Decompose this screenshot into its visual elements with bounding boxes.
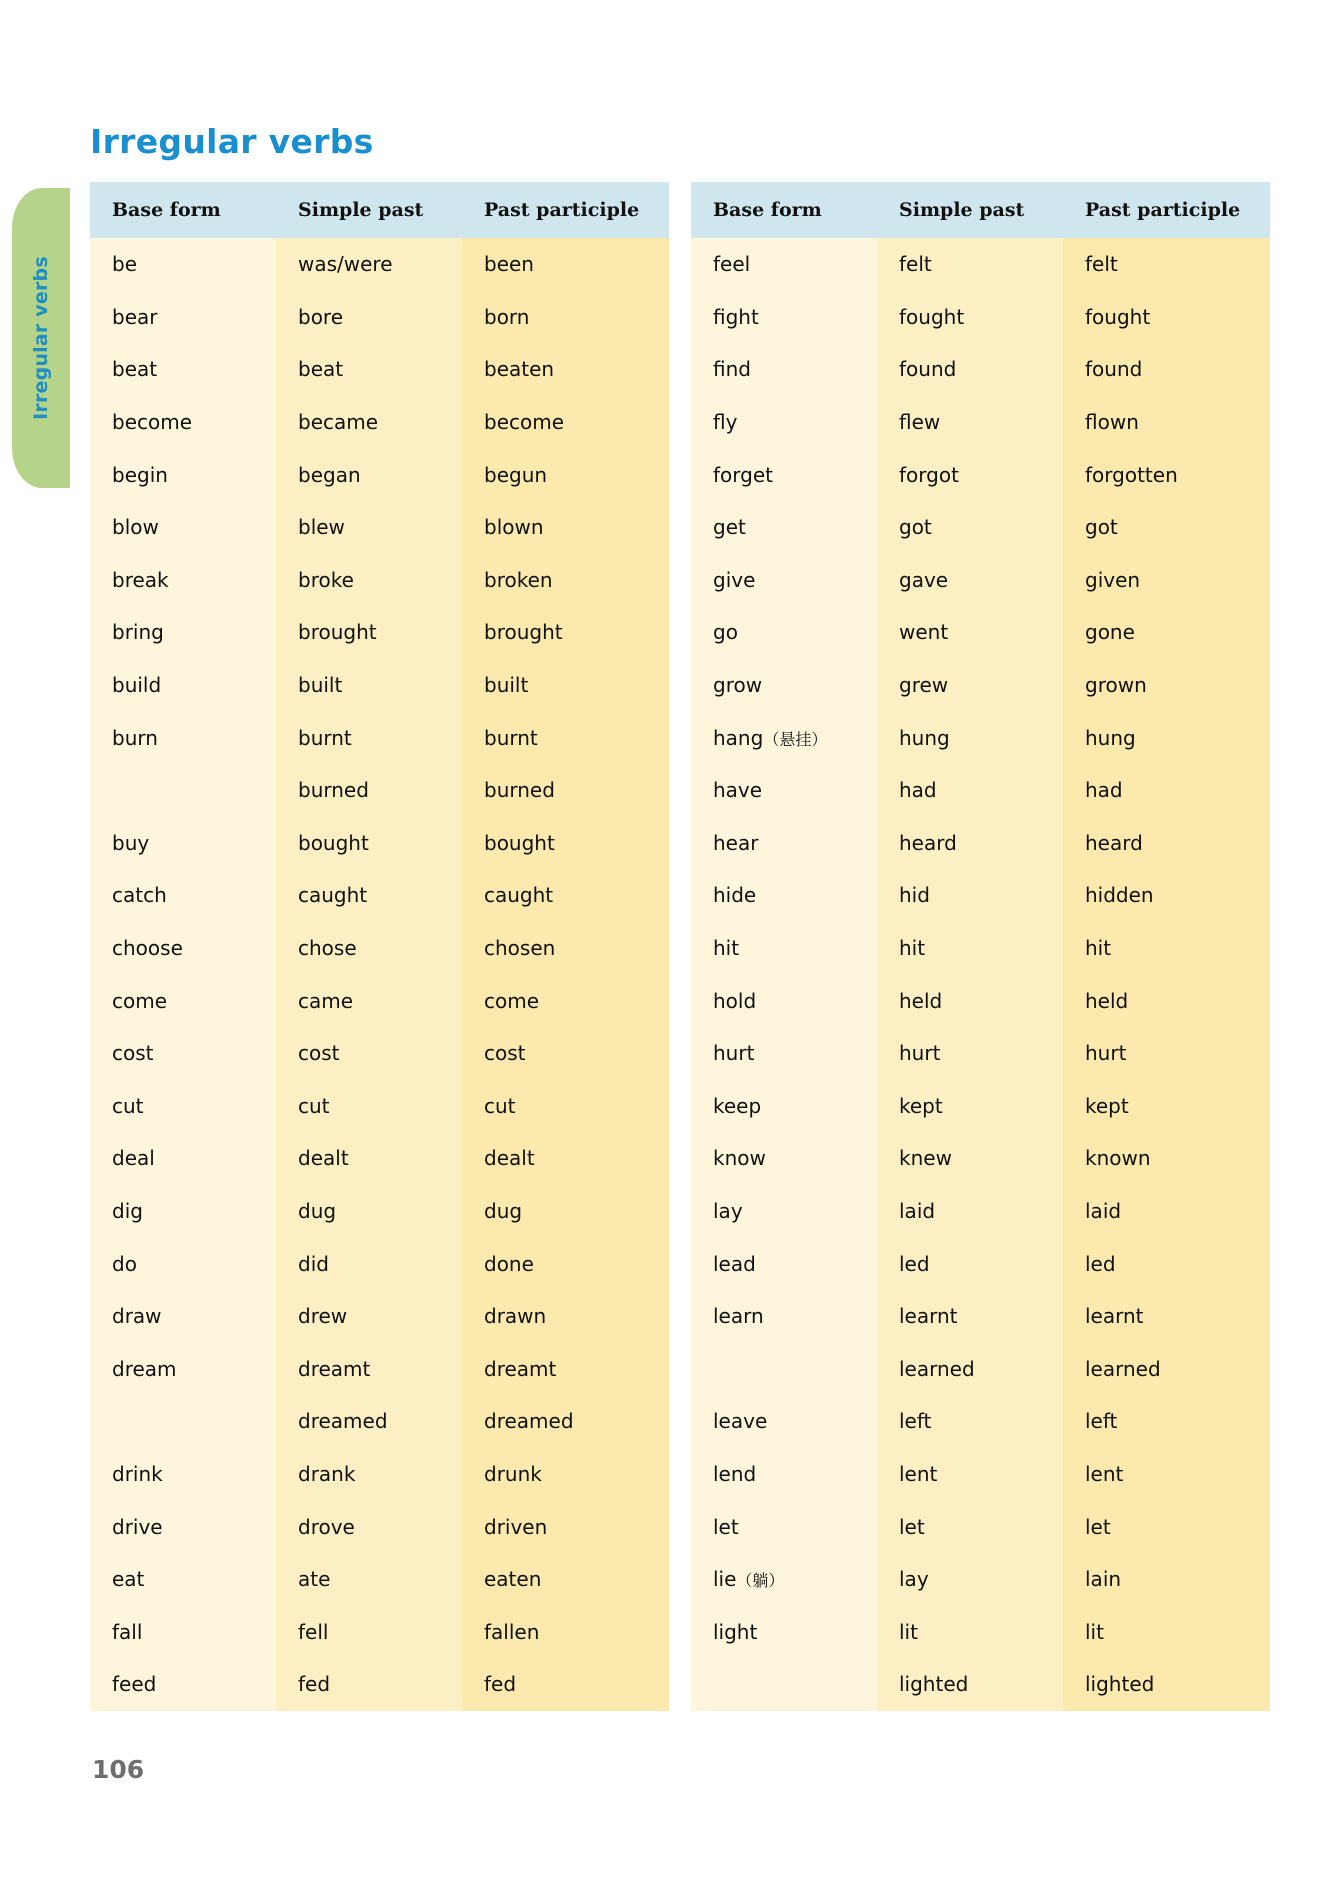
verb-past-participle: born bbox=[462, 291, 669, 344]
verb-past-participle: fed bbox=[462, 1658, 669, 1711]
verb-simple-past: left bbox=[877, 1395, 1063, 1448]
verb-past-participle: beaten bbox=[462, 343, 669, 396]
verb-past-participle: chosen bbox=[462, 922, 669, 975]
column-header-base-form: Base form bbox=[691, 182, 877, 238]
verb-simple-past: burned bbox=[276, 764, 462, 817]
verb-past-participle: built bbox=[462, 659, 669, 712]
table-row bbox=[90, 659, 669, 712]
table-row bbox=[90, 1080, 669, 1133]
table-row bbox=[90, 606, 669, 659]
verb-simple-past: held bbox=[877, 974, 1063, 1027]
verb-simple-past: fed bbox=[276, 1658, 462, 1711]
verb-simple-past: knew bbox=[877, 1132, 1063, 1185]
verb-simple-past: dealt bbox=[276, 1132, 462, 1185]
table-row bbox=[90, 1605, 669, 1658]
verb-past-participle: burned bbox=[462, 764, 669, 817]
verb-past-participle: dealt bbox=[462, 1132, 669, 1185]
verb-base-form: fly bbox=[691, 396, 877, 449]
verb-base-form: know bbox=[691, 1132, 877, 1185]
verb-base-form: let bbox=[691, 1500, 877, 1553]
section-tab-label: Irregular verbs bbox=[30, 256, 53, 420]
table-row bbox=[90, 974, 669, 1027]
verb-base-form: come bbox=[90, 974, 276, 1027]
verb-simple-past: beat bbox=[276, 343, 462, 396]
verb-past-participle: hung bbox=[1063, 711, 1270, 764]
table-row bbox=[90, 1658, 669, 1711]
table-row bbox=[90, 1027, 669, 1080]
verb-base-form: bear bbox=[90, 291, 276, 344]
verb-simple-past: was/were bbox=[276, 238, 462, 291]
verb-simple-past: bought bbox=[276, 817, 462, 870]
verb-simple-past: burnt bbox=[276, 711, 462, 764]
verb-simple-past: went bbox=[877, 606, 1063, 659]
table-row bbox=[691, 1185, 1270, 1238]
verb-past-participle: dreamed bbox=[462, 1395, 669, 1448]
verb-past-participle: fought bbox=[1063, 291, 1270, 344]
verb-past-participle: forgotten bbox=[1063, 448, 1270, 501]
table-row bbox=[691, 1080, 1270, 1133]
table-row bbox=[691, 501, 1270, 554]
verb-base-form: light bbox=[691, 1605, 877, 1658]
verb-base-form: learn bbox=[691, 1290, 877, 1343]
verb-simple-past: learned bbox=[877, 1342, 1063, 1395]
table-row bbox=[90, 1237, 669, 1290]
verb-simple-past: laid bbox=[877, 1185, 1063, 1238]
verb-past-participle: found bbox=[1063, 343, 1270, 396]
table-row bbox=[691, 1658, 1270, 1711]
verb-simple-past: fell bbox=[276, 1605, 462, 1658]
verb-base-form: draw bbox=[90, 1290, 276, 1343]
verb-base-form: give bbox=[691, 554, 877, 607]
verb-simple-past: ate bbox=[276, 1553, 462, 1606]
verb-simple-past: came bbox=[276, 974, 462, 1027]
verb-base-form: find bbox=[691, 343, 877, 396]
verb-past-participle: lit bbox=[1063, 1605, 1270, 1658]
verb-simple-past: brought bbox=[276, 606, 462, 659]
verb-base-form: fight bbox=[691, 291, 877, 344]
verb-base-form: drink bbox=[90, 1448, 276, 1501]
table-row bbox=[691, 974, 1270, 1027]
verb-base-form: deal bbox=[90, 1132, 276, 1185]
table-row bbox=[90, 869, 669, 922]
table-row bbox=[90, 448, 669, 501]
table-row bbox=[691, 869, 1270, 922]
verb-simple-past: built bbox=[276, 659, 462, 712]
table-row bbox=[691, 606, 1270, 659]
verb-base-form: catch bbox=[90, 869, 276, 922]
verb-past-participle: learned bbox=[1063, 1342, 1270, 1395]
verb-simple-past: drove bbox=[276, 1500, 462, 1553]
verb-simple-past: lay bbox=[877, 1553, 1063, 1606]
table-row bbox=[90, 1553, 669, 1606]
verb-base-form: do bbox=[90, 1237, 276, 1290]
table-row bbox=[691, 922, 1270, 975]
verb-simple-past: drew bbox=[276, 1290, 462, 1343]
verb-past-participle: been bbox=[462, 238, 669, 291]
verb-tables bbox=[90, 182, 1270, 1711]
irregular-verbs-table-right bbox=[691, 182, 1270, 1711]
table-row bbox=[691, 396, 1270, 449]
verb-base-form: grow bbox=[691, 659, 877, 712]
table-row bbox=[90, 711, 669, 764]
table-row bbox=[691, 1342, 1270, 1395]
verb-past-participle: dreamt bbox=[462, 1342, 669, 1395]
verb-base-form: dig bbox=[90, 1185, 276, 1238]
verb-base-form: hear bbox=[691, 817, 877, 870]
verb-simple-past: cost bbox=[276, 1027, 462, 1080]
verb-base-form bbox=[90, 1395, 276, 1448]
verb-base-form: lie（躺） bbox=[691, 1553, 877, 1606]
verb-base-form: lead bbox=[691, 1237, 877, 1290]
table-row bbox=[90, 764, 669, 817]
verb-past-participle: drawn bbox=[462, 1290, 669, 1343]
table-row bbox=[90, 291, 669, 344]
verb-past-participle: grown bbox=[1063, 659, 1270, 712]
table-row bbox=[691, 1027, 1270, 1080]
verb-past-participle: laid bbox=[1063, 1185, 1270, 1238]
column-header-past-participle: Past participle bbox=[1063, 182, 1270, 238]
table-row bbox=[90, 396, 669, 449]
verb-base-form: feel bbox=[691, 238, 877, 291]
column-header-simple-past: Simple past bbox=[877, 182, 1063, 238]
verb-simple-past: bore bbox=[276, 291, 462, 344]
verb-base-form: feed bbox=[90, 1658, 276, 1711]
verb-base-form bbox=[691, 1658, 877, 1711]
verb-simple-past: dreamed bbox=[276, 1395, 462, 1448]
verb-base-form: begin bbox=[90, 448, 276, 501]
section-tab-label-wrapper bbox=[12, 188, 70, 488]
table-row bbox=[691, 1500, 1270, 1553]
table-row bbox=[90, 817, 669, 870]
verb-base-form: be bbox=[90, 238, 276, 291]
table-row bbox=[691, 291, 1270, 344]
verb-simple-past: learnt bbox=[877, 1290, 1063, 1343]
verb-simple-past: led bbox=[877, 1237, 1063, 1290]
verb-base-form: get bbox=[691, 501, 877, 554]
verb-simple-past: chose bbox=[276, 922, 462, 975]
verb-simple-past: hid bbox=[877, 869, 1063, 922]
table-row bbox=[691, 554, 1270, 607]
table-body-left bbox=[90, 238, 669, 1711]
table-header-row bbox=[691, 182, 1270, 238]
verb-simple-past: lit bbox=[877, 1605, 1063, 1658]
verb-base-form: become bbox=[90, 396, 276, 449]
verb-simple-past: drank bbox=[276, 1448, 462, 1501]
verb-simple-past: hung bbox=[877, 711, 1063, 764]
verb-simple-past: caught bbox=[276, 869, 462, 922]
verb-base-form: hurt bbox=[691, 1027, 877, 1080]
verb-past-participle: had bbox=[1063, 764, 1270, 817]
verb-base-form: hold bbox=[691, 974, 877, 1027]
verb-past-participle: lighted bbox=[1063, 1658, 1270, 1711]
verb-base-form: lay bbox=[691, 1185, 877, 1238]
verb-past-participle: driven bbox=[462, 1500, 669, 1553]
verb-base-form: build bbox=[90, 659, 276, 712]
verb-simple-past: felt bbox=[877, 238, 1063, 291]
table-row bbox=[691, 1237, 1270, 1290]
verb-past-participle: cost bbox=[462, 1027, 669, 1080]
verb-base-form: forget bbox=[691, 448, 877, 501]
verb-base-form: break bbox=[90, 554, 276, 607]
table-row bbox=[90, 1448, 669, 1501]
verb-simple-past: hurt bbox=[877, 1027, 1063, 1080]
table-row bbox=[90, 1500, 669, 1553]
verb-past-participle: dug bbox=[462, 1185, 669, 1238]
verb-past-participle: left bbox=[1063, 1395, 1270, 1448]
verb-base-form: have bbox=[691, 764, 877, 817]
verb-past-participle: broken bbox=[462, 554, 669, 607]
table-row bbox=[90, 922, 669, 975]
table-row bbox=[90, 554, 669, 607]
table-row bbox=[691, 1395, 1270, 1448]
verb-simple-past: heard bbox=[877, 817, 1063, 870]
verb-past-participle: felt bbox=[1063, 238, 1270, 291]
verb-base-form bbox=[691, 1342, 877, 1395]
table-row bbox=[691, 1132, 1270, 1185]
table-row bbox=[90, 343, 669, 396]
verb-base-form: fall bbox=[90, 1605, 276, 1658]
verb-base-form bbox=[90, 764, 276, 817]
verb-past-participle: fallen bbox=[462, 1605, 669, 1658]
column-header-past-participle: Past participle bbox=[462, 182, 669, 238]
verb-past-participle: bought bbox=[462, 817, 669, 870]
verb-base-form: burn bbox=[90, 711, 276, 764]
verb-base-form: dream bbox=[90, 1342, 276, 1395]
verb-base-form: buy bbox=[90, 817, 276, 870]
verb-simple-past: found bbox=[877, 343, 1063, 396]
verb-past-participle: brought bbox=[462, 606, 669, 659]
verb-past-participle: flown bbox=[1063, 396, 1270, 449]
verb-base-form: beat bbox=[90, 343, 276, 396]
table-row bbox=[691, 1290, 1270, 1343]
verb-past-participle: heard bbox=[1063, 817, 1270, 870]
table-header-row bbox=[90, 182, 669, 238]
verb-past-participle: led bbox=[1063, 1237, 1270, 1290]
verb-past-participle: given bbox=[1063, 554, 1270, 607]
verb-base-form: bring bbox=[90, 606, 276, 659]
verb-base-form: cut bbox=[90, 1080, 276, 1133]
verb-past-participle: learnt bbox=[1063, 1290, 1270, 1343]
verb-simple-past: dug bbox=[276, 1185, 462, 1238]
verb-past-participle: burnt bbox=[462, 711, 669, 764]
verb-simple-past: blew bbox=[276, 501, 462, 554]
verb-simple-past: lent bbox=[877, 1448, 1063, 1501]
verb-past-participle: known bbox=[1063, 1132, 1270, 1185]
verb-base-form: hide bbox=[691, 869, 877, 922]
verb-simple-past: lighted bbox=[877, 1658, 1063, 1711]
verb-simple-past: fought bbox=[877, 291, 1063, 344]
verb-base-form: hang（悬挂） bbox=[691, 711, 877, 764]
table-row bbox=[90, 1132, 669, 1185]
verb-past-participle: blown bbox=[462, 501, 669, 554]
verb-past-participle: become bbox=[462, 396, 669, 449]
verb-past-participle: kept bbox=[1063, 1080, 1270, 1133]
verb-simple-past: gave bbox=[877, 554, 1063, 607]
irregular-verbs-table-left bbox=[90, 182, 669, 1711]
page-title: Irregular verbs bbox=[90, 122, 374, 162]
verb-simple-past: had bbox=[877, 764, 1063, 817]
table-row bbox=[691, 711, 1270, 764]
verb-past-participle: gone bbox=[1063, 606, 1270, 659]
verb-past-participle: lent bbox=[1063, 1448, 1270, 1501]
verb-simple-past: hit bbox=[877, 922, 1063, 975]
verb-past-participle: come bbox=[462, 974, 669, 1027]
verb-simple-past: forgot bbox=[877, 448, 1063, 501]
verb-simple-past: dreamt bbox=[276, 1342, 462, 1395]
column-header-base-form: Base form bbox=[90, 182, 276, 238]
verb-past-participle: held bbox=[1063, 974, 1270, 1027]
verb-simple-past: let bbox=[877, 1500, 1063, 1553]
verb-past-participle: hit bbox=[1063, 922, 1270, 975]
verb-base-form: keep bbox=[691, 1080, 877, 1133]
table-row bbox=[691, 343, 1270, 396]
table-row bbox=[691, 1448, 1270, 1501]
verb-base-form: hit bbox=[691, 922, 877, 975]
verb-simple-past: got bbox=[877, 501, 1063, 554]
verb-past-participle: caught bbox=[462, 869, 669, 922]
table-row bbox=[90, 1185, 669, 1238]
verb-simple-past: cut bbox=[276, 1080, 462, 1133]
verb-past-participle: eaten bbox=[462, 1553, 669, 1606]
verb-base-form: lend bbox=[691, 1448, 877, 1501]
page-number: 106 bbox=[92, 1755, 145, 1784]
verb-base-form: go bbox=[691, 606, 877, 659]
verb-past-participle: drunk bbox=[462, 1448, 669, 1501]
table-row bbox=[691, 448, 1270, 501]
table-row bbox=[691, 659, 1270, 712]
verb-past-participle: begun bbox=[462, 448, 669, 501]
table-row bbox=[90, 501, 669, 554]
table-body-right bbox=[691, 238, 1270, 1711]
table-row bbox=[90, 1290, 669, 1343]
column-header-simple-past: Simple past bbox=[276, 182, 462, 238]
table-row bbox=[90, 1342, 669, 1395]
verb-simple-past: kept bbox=[877, 1080, 1063, 1133]
verb-base-form: leave bbox=[691, 1395, 877, 1448]
table-row bbox=[691, 238, 1270, 291]
verb-simple-past: did bbox=[276, 1237, 462, 1290]
verb-simple-past: became bbox=[276, 396, 462, 449]
verb-past-participle: let bbox=[1063, 1500, 1270, 1553]
verb-simple-past: began bbox=[276, 448, 462, 501]
table-row bbox=[691, 817, 1270, 870]
verb-simple-past: broke bbox=[276, 554, 462, 607]
verb-base-form: eat bbox=[90, 1553, 276, 1606]
table-row bbox=[691, 1605, 1270, 1658]
verb-past-participle: hurt bbox=[1063, 1027, 1270, 1080]
table-row bbox=[691, 1553, 1270, 1606]
verb-past-participle: lain bbox=[1063, 1553, 1270, 1606]
verb-past-participle: cut bbox=[462, 1080, 669, 1133]
verb-past-participle: got bbox=[1063, 501, 1270, 554]
verb-base-form: blow bbox=[90, 501, 276, 554]
verb-past-participle: done bbox=[462, 1237, 669, 1290]
verb-base-form: cost bbox=[90, 1027, 276, 1080]
verb-simple-past: flew bbox=[877, 396, 1063, 449]
verb-simple-past: grew bbox=[877, 659, 1063, 712]
verb-base-form: choose bbox=[90, 922, 276, 975]
verb-base-form: drive bbox=[90, 1500, 276, 1553]
table-row bbox=[90, 1395, 669, 1448]
table-row bbox=[691, 764, 1270, 817]
table-row bbox=[90, 238, 669, 291]
verb-past-participle: hidden bbox=[1063, 869, 1270, 922]
